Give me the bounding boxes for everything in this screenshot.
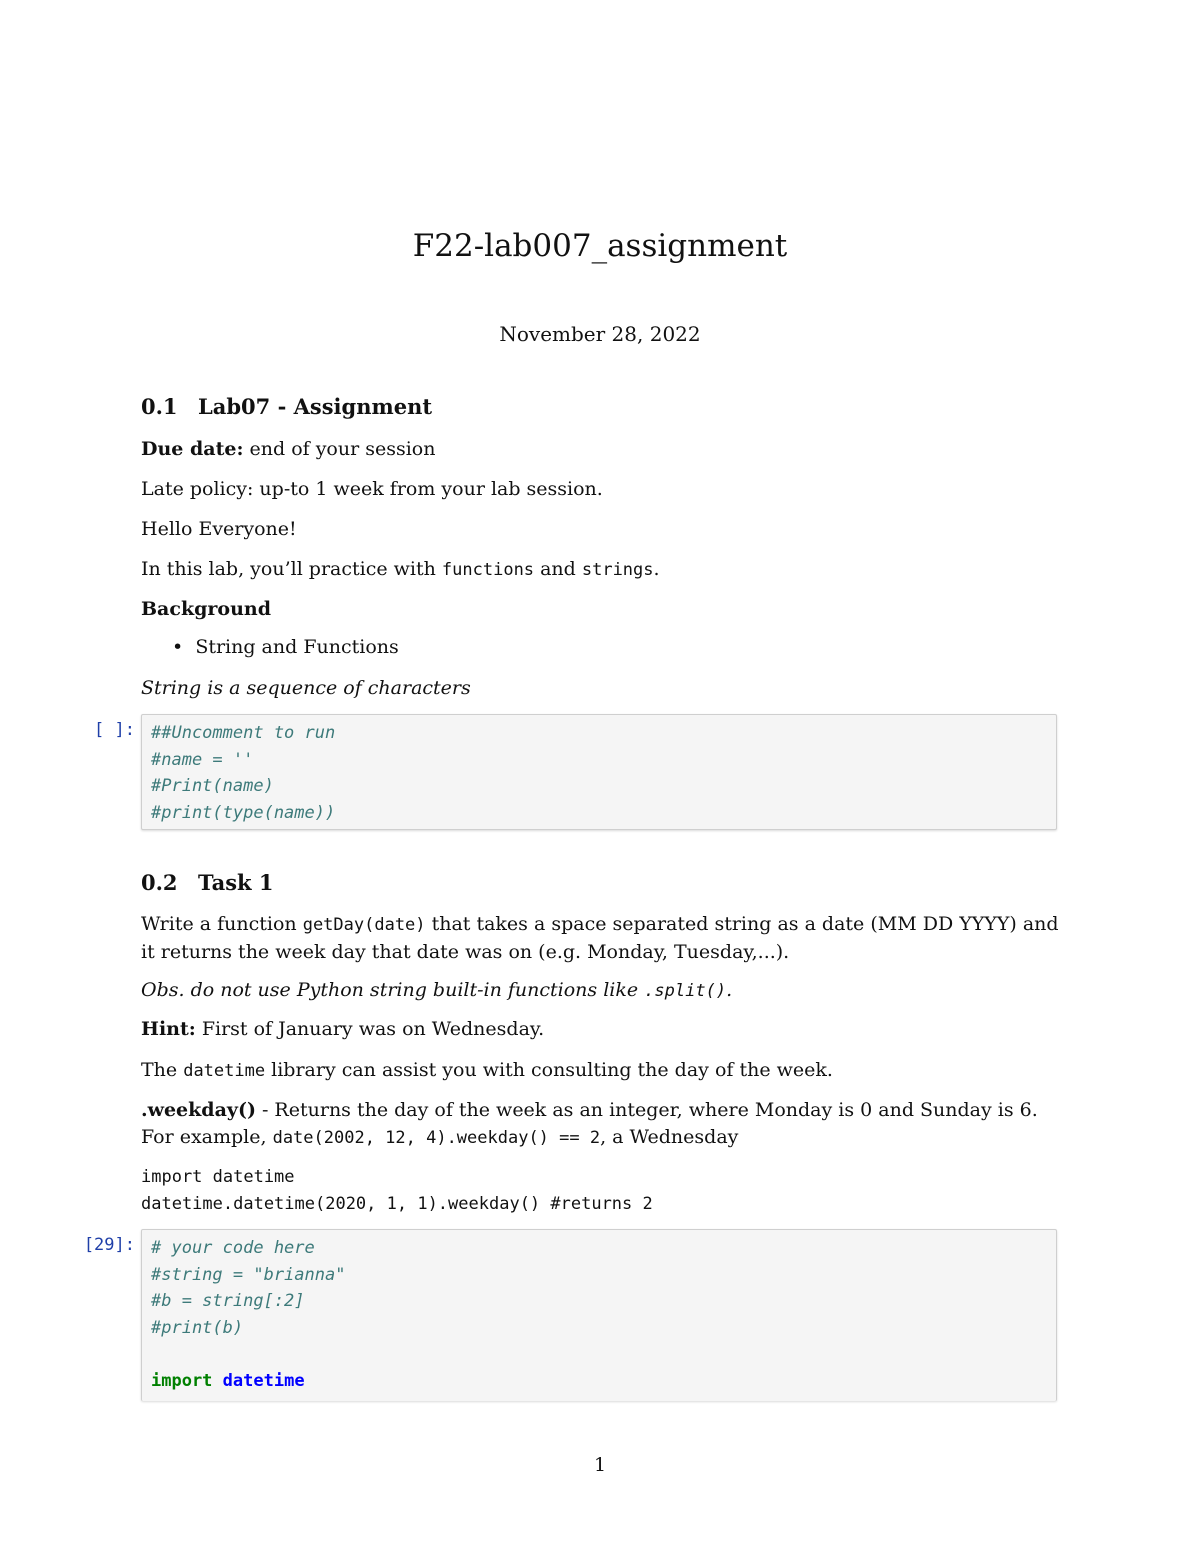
code-comment-line: #Print(name) bbox=[151, 776, 274, 796]
library-text-pre: The bbox=[141, 1059, 184, 1081]
code-blank-line bbox=[142, 1341, 1056, 1368]
section-heading-lab07 bbox=[141, 394, 432, 419]
bullet-list-item bbox=[172, 636, 399, 658]
inline-code-datetime: datetime bbox=[183, 1061, 266, 1081]
hint-text: First of January was on Wednesday. bbox=[195, 1018, 545, 1040]
weekday-paragraph bbox=[141, 1097, 1059, 1152]
code-comment-line: # your code here bbox=[151, 1238, 315, 1258]
task-description-paragraph bbox=[141, 911, 1059, 966]
code-cell-1[interactable] bbox=[141, 714, 1057, 830]
code-import-line bbox=[142, 1368, 1056, 1395]
code-comment-line: #string = "brianna" bbox=[151, 1264, 346, 1285]
section-title: Task 1 bbox=[198, 870, 274, 895]
code-comment-line: #b = string[:2] bbox=[151, 1291, 305, 1311]
background-label: Background bbox=[141, 598, 271, 620]
obs-text-pre: Obs. do not use Python string built-in functions like bbox=[141, 979, 645, 1001]
inline-code-split: .split() bbox=[644, 981, 727, 1001]
example-code-line: import datetime bbox=[141, 1167, 295, 1187]
example-code-block bbox=[141, 1164, 653, 1218]
library-text-post: library can assist you with consulting the day of the week. bbox=[265, 1059, 833, 1081]
bullet-text: String and Functions bbox=[195, 636, 399, 658]
code-cell-2[interactable] bbox=[141, 1229, 1057, 1401]
due-date-text: end of your session bbox=[243, 438, 436, 460]
section-number: 0.2 bbox=[141, 870, 178, 895]
code-comment-line: #print(type(name)) bbox=[151, 802, 336, 823]
page-number: 1 bbox=[593, 1454, 607, 1476]
document-title: F22-lab007_assignment bbox=[412, 228, 788, 264]
italic-note: String is a sequence of characters bbox=[141, 677, 471, 699]
cell-prompt: [29]: bbox=[83, 1235, 135, 1255]
library-paragraph bbox=[141, 1057, 1059, 1085]
task-text-pre: Write a function bbox=[141, 913, 303, 935]
section-number: 0.1 bbox=[141, 394, 178, 419]
cell-prompt: [ ]: bbox=[94, 720, 135, 740]
inline-code-weekday-example: date(2002, 12, 4).weekday() == 2 bbox=[272, 1128, 601, 1148]
hint-paragraph bbox=[141, 1016, 1059, 1043]
inline-code-strings: strings bbox=[581, 560, 654, 580]
inline-code-getday: getDay(date) bbox=[302, 915, 426, 935]
weekday-text-1: - Returns the day of the week as an integer, where Monday is 0 and Sunday is 6. For example, bbox=[141, 1099, 1038, 1148]
weekday-label: .weekday() bbox=[141, 1099, 256, 1121]
obs-text-post: . bbox=[726, 979, 733, 1001]
code-comment-line: #name = '' bbox=[151, 749, 254, 770]
practice-paragraph bbox=[141, 556, 1059, 584]
bullet-dot-icon: • bbox=[172, 636, 184, 658]
import-module: datetime bbox=[222, 1370, 305, 1391]
section-heading-task1 bbox=[141, 870, 274, 895]
section-title: Lab07 - Assignment bbox=[198, 394, 433, 419]
hint-label: Hint: bbox=[141, 1018, 196, 1040]
import-keyword: import bbox=[151, 1370, 213, 1391]
document-date: November 28, 2022 bbox=[499, 322, 701, 346]
example-code-line: datetime.datetime(2020, 1, 1).weekday() #returns 2 bbox=[141, 1194, 653, 1214]
practice-text-post: . bbox=[653, 558, 660, 580]
late-policy-paragraph: Late policy: up-to 1 week from your lab session. bbox=[141, 478, 603, 500]
due-date-paragraph bbox=[141, 436, 1059, 463]
task-text-post: that takes a space separated string as a date (MM DD YYYY) and it returns the week day that date was on (e.g. Monday, Tuesday,...). bbox=[141, 913, 1059, 963]
due-date-label: Due date: bbox=[141, 438, 244, 460]
greeting-paragraph: Hello Everyone! bbox=[141, 518, 297, 540]
code-comment-line: #print(b) bbox=[151, 1317, 244, 1338]
obs-paragraph bbox=[141, 977, 1059, 1005]
practice-text-mid: and bbox=[534, 558, 582, 580]
practice-text-pre: In this lab, you’ll practice with bbox=[141, 558, 442, 580]
inline-code-functions: functions bbox=[441, 560, 535, 580]
code-comment-line: ##Uncomment to run bbox=[151, 723, 336, 743]
weekday-text-2: , a Wednesday bbox=[600, 1126, 739, 1148]
